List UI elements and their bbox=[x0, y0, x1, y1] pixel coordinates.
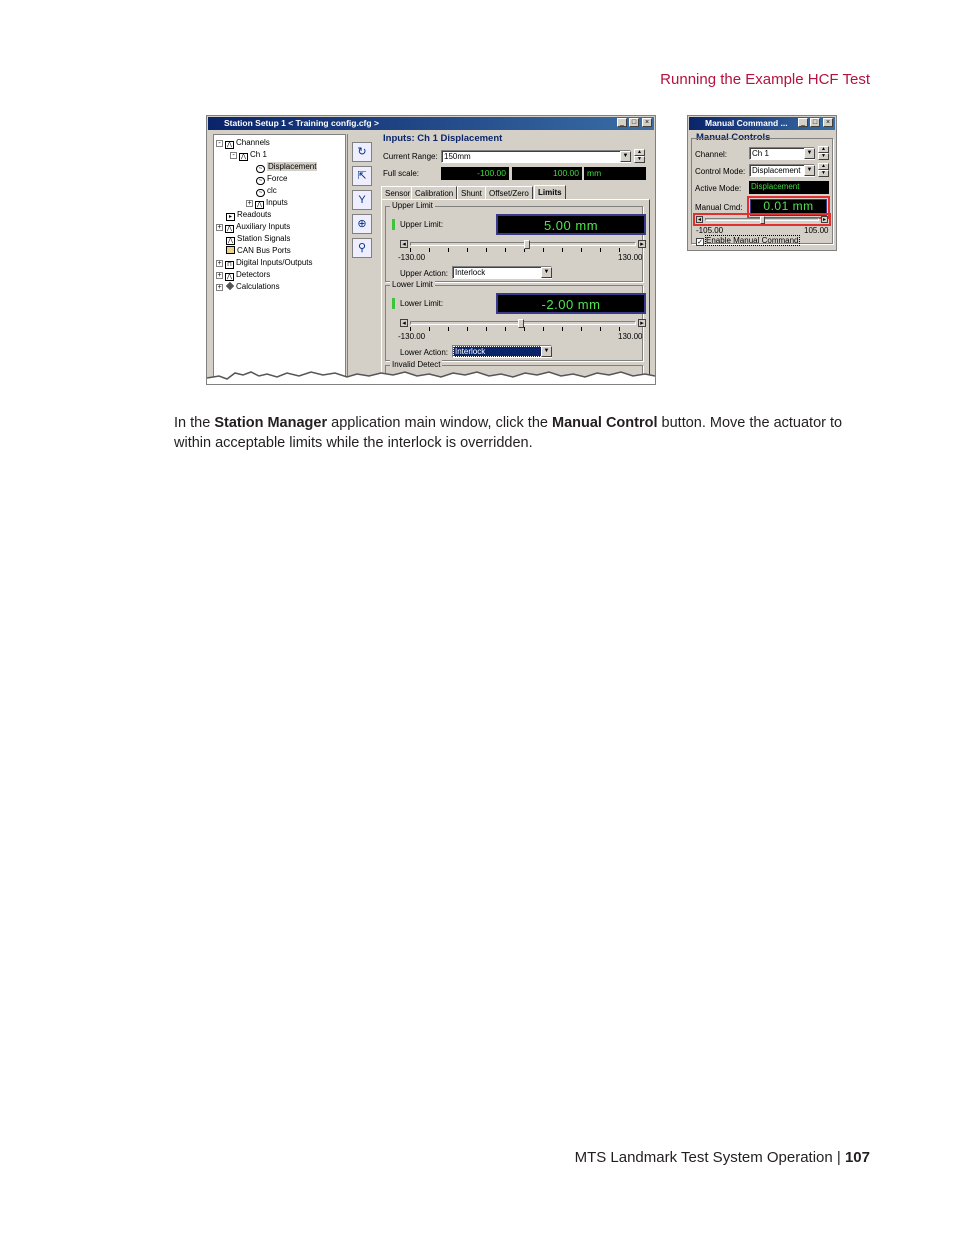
station-setup-title: Station Setup 1 < Training config.cfg > bbox=[224, 118, 379, 128]
channel-label: Channel: bbox=[695, 150, 728, 159]
arrow-right-icon[interactable]: ▸ bbox=[638, 240, 646, 248]
expand-icon[interactable]: + bbox=[217, 272, 222, 279]
chevron-down-icon[interactable]: ▼ bbox=[541, 346, 552, 357]
enable-checkbox[interactable]: ✓ bbox=[697, 239, 703, 246]
collapse-icon[interactable]: - bbox=[230, 152, 237, 159]
sensor-icon: ~ bbox=[256, 189, 265, 197]
body-bold-manual-control: Manual Control bbox=[551, 415, 658, 431]
full-scale-max: 100.00 bbox=[512, 167, 582, 180]
enable-label: Enable Manual Command bbox=[706, 236, 799, 245]
diamond-icon bbox=[226, 282, 234, 290]
lower-limit-max: 130.00 bbox=[618, 332, 643, 341]
current-range-select[interactable]: 150mm bbox=[441, 150, 631, 163]
tree-item-can-bus-ports[interactable]: CAN Bus Ports bbox=[226, 245, 291, 256]
sensor-icon: ~ bbox=[256, 165, 265, 173]
signals-icon: ⋀ bbox=[226, 237, 235, 245]
upper-limit-group-title: Upper Limit bbox=[392, 201, 433, 210]
page-number: 107 bbox=[844, 1149, 870, 1166]
range-spinner[interactable]: ▲ ▼ bbox=[634, 149, 645, 163]
tree-item-channels[interactable]: - ⋀ Channels bbox=[216, 137, 270, 149]
body-text: application main window, click the bbox=[327, 415, 552, 431]
lower-limit-group bbox=[385, 280, 644, 361]
chevron-down-icon[interactable]: ▼ bbox=[620, 151, 631, 162]
lower-limit-label: Lower Limit: bbox=[400, 299, 444, 308]
upper-limit-display[interactable]: 5.00 mm bbox=[496, 214, 646, 235]
manual-cmd-min: -105.00 bbox=[696, 226, 724, 235]
lower-limit-slider[interactable] bbox=[400, 319, 646, 339]
lower-limit-group-title: Lower Limit bbox=[392, 280, 433, 289]
maximize-button[interactable]: □ bbox=[810, 118, 820, 127]
lower-limit-thumb[interactable] bbox=[518, 319, 524, 328]
tree-pane bbox=[213, 134, 346, 385]
inputs-icon: ⋀ bbox=[255, 201, 264, 209]
collapse-icon[interactable]: - bbox=[216, 140, 223, 147]
tab-offset-zero[interactable]: Offset/Zero bbox=[485, 186, 533, 199]
tab-limits[interactable]: Limits bbox=[534, 185, 566, 199]
current-range-label: Current Range: bbox=[383, 152, 438, 161]
manual-cmd-thumb[interactable] bbox=[760, 216, 765, 224]
folder-icon bbox=[226, 246, 235, 254]
channel-spinner[interactable]: ▲ ▼ bbox=[818, 146, 829, 160]
upper-limit-label: Upper Limit: bbox=[400, 220, 444, 229]
chevron-down-icon[interactable]: ▼ bbox=[541, 267, 552, 278]
active-mode-value: Displacement bbox=[749, 181, 829, 194]
slider-track bbox=[410, 242, 636, 246]
tree-item-calculations[interactable]: + Calculations bbox=[217, 282, 280, 291]
full-scale-min: -100.00 bbox=[441, 167, 509, 180]
panel-title: Inputs: Ch 1 Displacement bbox=[383, 133, 503, 144]
minimize-button[interactable]: _ bbox=[617, 118, 627, 127]
arrow-right-icon[interactable]: ▸ bbox=[822, 217, 826, 223]
body-paragraph bbox=[174, 414, 874, 453]
chevron-down-icon[interactable]: ▼ bbox=[804, 148, 815, 159]
manual-cmd-slider[interactable] bbox=[696, 216, 828, 225]
body-text: In the bbox=[174, 415, 215, 431]
manual-cmd-display[interactable]: 0.01 mm bbox=[750, 199, 827, 216]
body-bold-station-manager: Station Manager bbox=[214, 415, 328, 431]
valve-icon[interactable]: ⊕ bbox=[352, 214, 372, 234]
expand-icon[interactable]: + bbox=[217, 224, 222, 231]
section-header: Running the Example HCF Test bbox=[660, 71, 870, 88]
manual-controls-title: Manual Controls bbox=[696, 132, 771, 143]
aux-icon: ⋀ bbox=[225, 225, 234, 233]
station-setup-window bbox=[206, 115, 656, 385]
tree-item-digital-io[interactable]: + ⊓ Digital Inputs/Outputs bbox=[217, 258, 313, 268]
tab-shunt[interactable]: Shunt bbox=[457, 186, 486, 199]
tab-calibration[interactable]: Calibration bbox=[411, 186, 457, 199]
inputs-panel bbox=[379, 134, 651, 384]
digital-io-icon: ⊓ bbox=[225, 261, 234, 269]
fork-icon[interactable]: Y bbox=[352, 190, 372, 210]
slider-ticks bbox=[410, 248, 636, 252]
expand-icon[interactable]: + bbox=[217, 260, 222, 267]
tree-item-displacement[interactable]: ~ Displacement bbox=[256, 161, 317, 173]
refresh-icon[interactable]: ↻ bbox=[352, 142, 372, 162]
actuator-icon[interactable]: ⇱ bbox=[352, 166, 372, 186]
control-mode-label: Control Mode: bbox=[695, 167, 746, 176]
channel-select[interactable]: Ch 1 bbox=[749, 147, 815, 160]
upper-limit-group bbox=[385, 201, 644, 282]
upper-limit-min: -130.00 bbox=[398, 253, 426, 262]
lower-limit-min: -130.00 bbox=[398, 332, 426, 341]
tree-item-ch1[interactable]: - ⋀ Ch 1 bbox=[230, 149, 267, 161]
tree-item-force[interactable]: ~ Force bbox=[256, 173, 287, 185]
chevron-down-icon[interactable]: ▼ bbox=[804, 165, 815, 176]
readouts-icon: ▸ bbox=[226, 213, 235, 221]
minimize-button[interactable]: _ bbox=[798, 118, 808, 127]
expand-icon[interactable]: + bbox=[247, 200, 252, 207]
tree-item-auxiliary-inputs[interactable]: + ⋀ Auxiliary Inputs bbox=[217, 222, 291, 232]
lower-action-select[interactable]: Interlock bbox=[452, 345, 552, 358]
manual-command-window bbox=[687, 115, 837, 251]
arrow-left-icon[interactable]: ◂ bbox=[400, 319, 408, 327]
full-scale-label: Full scale: bbox=[383, 169, 420, 178]
lower-limit-indicator bbox=[392, 298, 395, 309]
tool-column bbox=[347, 134, 376, 384]
lower-limit-display[interactable]: -2.00 mm bbox=[496, 293, 646, 314]
sensor-icon: ~ bbox=[256, 177, 265, 185]
close-button[interactable]: × bbox=[642, 118, 652, 127]
control-mode-select[interactable]: Displacement bbox=[749, 164, 815, 177]
enable-manual-command[interactable] bbox=[696, 236, 799, 246]
detectors-icon: ⋀ bbox=[225, 273, 234, 281]
arrow-left-icon[interactable]: ◂ bbox=[697, 217, 701, 223]
arrow-right-icon[interactable]: ▸ bbox=[638, 319, 646, 327]
maximize-button[interactable]: □ bbox=[629, 118, 639, 127]
expand-icon[interactable]: + bbox=[217, 284, 222, 291]
invalid-detect-title: Invalid Detect bbox=[392, 360, 441, 369]
tree-item-station-signals[interactable]: ⋀ Station Signals bbox=[226, 233, 290, 245]
arrow-left-icon[interactable]: ◂ bbox=[400, 240, 408, 248]
body-text: button. Move the actuator to within acceptable limits while the interlock is overridden. bbox=[174, 415, 843, 451]
hydraulic-icon[interactable]: ⚲ bbox=[352, 238, 372, 258]
manual-command-title: Manual Command ... bbox=[705, 118, 788, 128]
tree-item-inputs[interactable]: + ⋀ Inputs bbox=[247, 198, 288, 208]
page-footer bbox=[470, 1149, 870, 1166]
active-mode-label: Active Mode: bbox=[695, 184, 742, 193]
tree-item-detectors[interactable]: + ⋀ Detectors bbox=[217, 270, 271, 280]
station-setup-titlebar bbox=[208, 117, 654, 130]
upper-limit-thumb[interactable] bbox=[524, 240, 530, 249]
full-scale-unit: mm bbox=[584, 167, 646, 180]
close-button[interactable]: × bbox=[823, 118, 833, 127]
tab-sensor[interactable]: Sensor bbox=[381, 186, 414, 199]
manual-cmd-max: 105.00 bbox=[804, 226, 829, 235]
tab-bar bbox=[381, 186, 651, 200]
lower-action-label: Lower Action: bbox=[400, 348, 449, 357]
channel-icon: ⋀ bbox=[225, 141, 234, 149]
tree-item-clc[interactable]: ~ clc bbox=[256, 185, 277, 197]
footer-title: MTS Landmark Test System Operation | bbox=[574, 1149, 845, 1166]
upper-action-label: Upper Action: bbox=[400, 269, 449, 278]
manual-cmd-label: Manual Cmd: bbox=[695, 203, 743, 212]
channel-icon: ⋀ bbox=[239, 153, 248, 161]
upper-action-select[interactable]: Interlock bbox=[452, 266, 552, 279]
torn-edge bbox=[207, 370, 655, 385]
upper-limit-max: 130.00 bbox=[618, 253, 643, 262]
control-mode-spinner[interactable]: ▲ ▼ bbox=[818, 163, 829, 177]
tree-item-readouts[interactable]: ▸ Readouts bbox=[226, 209, 271, 221]
upper-limit-indicator bbox=[392, 219, 395, 230]
upper-limit-slider[interactable] bbox=[400, 240, 646, 260]
